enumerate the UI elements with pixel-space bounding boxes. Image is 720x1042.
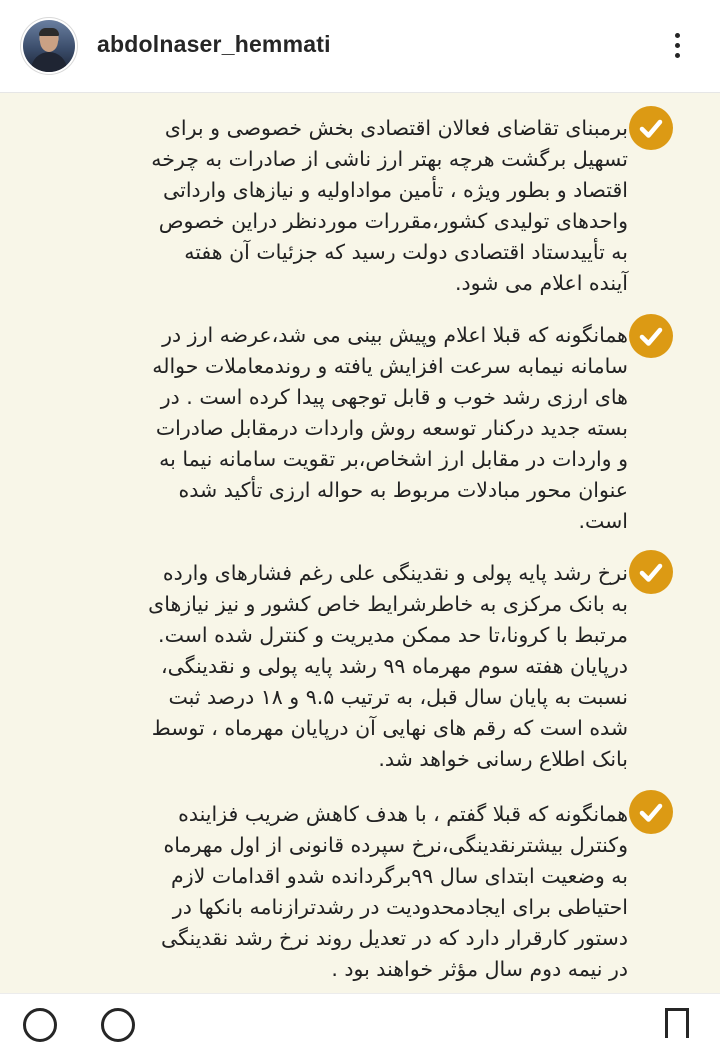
comment-icon[interactable]: [101, 1008, 135, 1042]
check-icon: [629, 550, 673, 594]
bookmark-icon[interactable]: [665, 1008, 689, 1038]
paragraph-4: [43, 799, 628, 985]
text-line: برمبنای تقاضای فعالان اقتصادی بخش خصوصی و برای: [164, 116, 628, 140]
text-line: های ارزی رشد خوب و قابل توجهی پیدا کرده است . در: [160, 385, 628, 409]
heart-icon[interactable]: [23, 1008, 57, 1042]
text-line: همانگونه که قبلا اعلام وپیش بینی می شد،عرضه ارز در: [162, 323, 628, 347]
text-line: به وضعیت ابتدای سال ۹۹برگردانده شدو اقدامات لازم: [171, 864, 628, 888]
avatar[interactable]: [23, 20, 75, 72]
paragraph-3: [43, 558, 628, 775]
text-line: تسهیل برگشت هرچه بهتر ارز ناشی از صادرات به چرخه: [151, 147, 628, 171]
check-icon: [629, 106, 673, 150]
text-line: مرتبط با کرونا،تا حد ممکن مدیریت و کنترل شده است.: [158, 623, 628, 647]
check-icon: [629, 314, 673, 358]
text-line: همانگونه که قبلا گفتم ، با هدف کاهش ضریب فزاینده: [178, 802, 628, 826]
paragraph-2: [43, 320, 628, 537]
avatar-suit: [31, 52, 67, 72]
text-line: و واردات در مقابل ارز اشخاص،بر تقویت سامانه نیما به: [159, 447, 628, 471]
text-line: واحدهای تولیدی کشور،مقررات موردنظر دراین خصوص: [158, 209, 628, 233]
text-line: عنوان محور مبادلات مربوط به حواله ارزی تأکید شده: [178, 478, 628, 502]
post-header: [0, 0, 720, 93]
text-line: بسته جدید درکنار توسعه روش واردات درمقابل صادرات: [155, 416, 628, 440]
text-line: دستور کارقرار دارد که در تعدیل روند نرخ رشد نقدینگی: [161, 926, 628, 950]
text-line: اقتصاد و بطور ویژه ، تأمین مواداولیه و نیازهای وارداتی: [163, 178, 628, 202]
text-line: به بانک مرکزی به خاطرشرایط خاص کشور و نیز نیازهای: [148, 592, 628, 616]
avatar-hair: [39, 28, 59, 36]
text-line: نسبت به پایان سال قبل، به ترتیب ۹.۵ و ۱۸ درصد ثبت: [168, 685, 628, 709]
text-line: درپایان هفته سوم مهرماه ۹۹ رشد پایه پولی و نقدینگی،: [161, 654, 628, 678]
text-line: وکنترل بیشترنقدینگی،نرخ سپرده قانونی از اول مهرماه: [163, 833, 628, 857]
more-options-icon[interactable]: [668, 28, 688, 64]
post-image: [0, 93, 720, 993]
text-line: نرخ رشد پایه پولی و نقدینگی علی رغم فشارهای وارده: [162, 561, 628, 585]
text-line: شده است که رقم های نهایی آن درپایان مهرماه ، توسط: [151, 716, 628, 740]
text-line: بانک اطلاع رسانی خواهد شد.: [378, 747, 628, 771]
text-line: به تأییدستاد اقتصادی دولت رسید که جزئیات آن هفته: [184, 240, 628, 264]
text-line: است.: [578, 509, 628, 533]
text-line: در نیمه دوم سال مؤثر خواهند بود .: [331, 957, 628, 981]
check-icon: [629, 790, 673, 834]
text-line: سامانه نیمابه سرعت افزایش یافته و روندمعاملات حواله: [152, 354, 628, 378]
username[interactable]: abdolnaser_hemmati: [97, 31, 331, 57]
text-line: احتیاطی برای ایجادمحدودیت در رشدترازنامه بانکها در: [172, 895, 628, 919]
paragraph-1: [43, 113, 628, 299]
text-line: آینده اعلام می شود.: [455, 271, 628, 295]
action-bar: [0, 993, 720, 1018]
